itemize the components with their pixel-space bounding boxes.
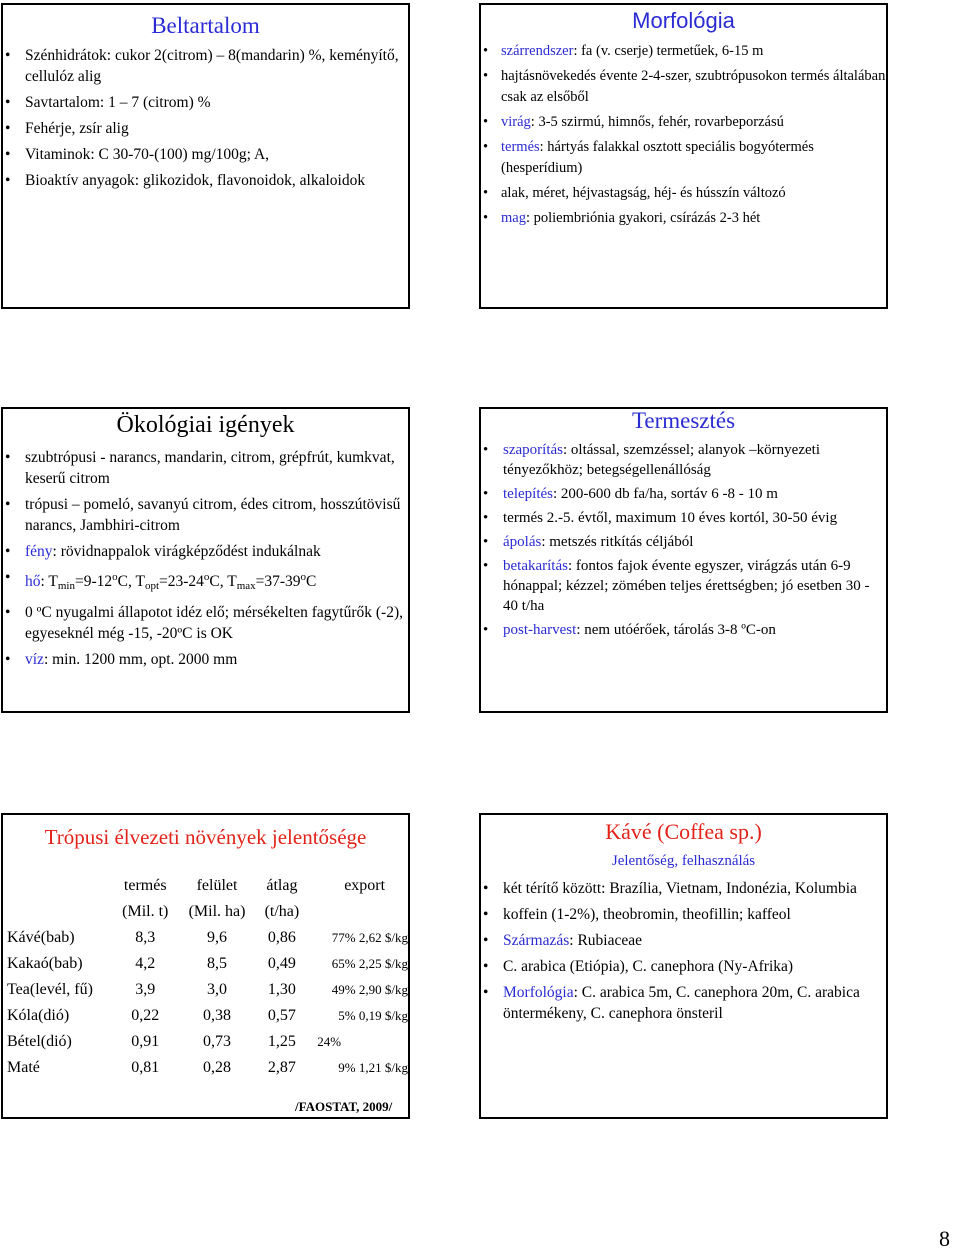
list-item <box>481 556 886 616</box>
table-cell: 9,6 <box>207 929 228 946</box>
table-cell: 24% <box>317 1034 342 1049</box>
item-key: betakarítás <box>503 558 568 574</box>
superscript: o <box>112 571 118 583</box>
table-cell: Kakaó(bab) <box>7 955 83 972</box>
item-text: : rövidnappalok virágképződést indukálnak <box>52 543 321 560</box>
heat-text: : T <box>40 573 58 590</box>
list-item: • Fehérje, zsír alig <box>3 118 408 139</box>
bullet-list <box>481 878 886 1024</box>
table-cell: 1,30 <box>267 981 296 998</box>
table-row <box>7 951 408 977</box>
page-number: 8 <box>939 1226 950 1251</box>
table-cell: 2,87 <box>267 1059 296 1076</box>
subscript: min <box>57 580 75 592</box>
table-cell: 3,9 <box>135 981 156 998</box>
table-cell: 0,49 <box>267 955 296 972</box>
heat-text: =23-24 <box>159 573 204 590</box>
table-row <box>7 1029 408 1055</box>
table-row <box>7 977 408 1003</box>
list-item: • Vitaminok: C 30-70-(100) mg/100g; A, <box>3 144 408 165</box>
heat-text: C, T <box>209 573 237 590</box>
slide-morfologia <box>479 3 888 309</box>
list-item <box>481 620 886 640</box>
item-key: post-harvest <box>503 622 577 638</box>
superscript: o <box>203 571 210 583</box>
list-item <box>481 930 886 951</box>
list-item-heat <box>3 567 408 597</box>
table-cell: Kávé(bab) <box>7 929 75 946</box>
table-cell <box>7 899 111 925</box>
table-cell: 0,38 <box>203 1007 232 1024</box>
list-item <box>3 447 408 489</box>
subscript: max <box>236 580 256 592</box>
item-text: : min. 1200 mm, opt. 2000 mm <box>43 651 238 668</box>
table-header: export <box>344 877 386 894</box>
item-key: szaporítás <box>503 442 563 458</box>
list-item <box>481 66 886 108</box>
list-item: • Savtartalom: 1 – 7 (citrom) % <box>3 92 408 113</box>
item-text: hajtásnövekedés évente 2-4-szer, szubtrópusokon termés általában csak az elsőből <box>501 68 886 105</box>
item-key: Származás <box>503 932 570 949</box>
item-key: telepítés <box>503 486 553 502</box>
slide-beltartalom <box>1 3 410 309</box>
list-item <box>481 532 886 552</box>
item-text: szubtrópusi - narancs, mandarin, citrom, grépfrút, kumkvat, keserű citrom <box>25 449 395 487</box>
table-cell: 0,73 <box>203 1033 232 1050</box>
list-item <box>481 484 886 504</box>
heat-text: C, T <box>117 573 145 590</box>
item-text: két térítő között: Brazília, Vietnam, Indonézia, Kolumbia <box>503 880 857 897</box>
item-key: hő <box>25 573 41 590</box>
item-text: : 200-600 db fa/ha, sortáv 6 -8 - 10 m <box>552 486 778 502</box>
table-cell: 0,81 <box>131 1059 160 1076</box>
slide-tropusi-elvezeti <box>1 813 410 1119</box>
item-text: : nem utóérőek, tárolás 3-8 ºC-on <box>576 622 776 638</box>
slide-title: Ökológiai igények <box>116 412 295 438</box>
list-item <box>3 649 408 670</box>
table-cell: Kóla(dió) <box>7 1007 70 1024</box>
data-table <box>7 873 408 1081</box>
table-header: (Mil. ha) <box>188 903 246 920</box>
table-cell: 8,3 <box>135 929 156 946</box>
list-item <box>481 183 886 204</box>
slide-title: Trópusi élvezeti növények jelentősége <box>44 825 367 849</box>
item-key: szárrendszer <box>501 43 574 59</box>
table-row <box>7 925 408 951</box>
bullet-list <box>481 440 886 640</box>
item-key: mag <box>501 210 526 226</box>
list-item <box>481 508 886 528</box>
list-item <box>481 956 886 977</box>
item-text: : 3-5 szirmú, himnős, fehér, rovarbeporzású <box>530 114 784 130</box>
item-key: víz <box>25 651 44 668</box>
table-cell: 0,91 <box>131 1033 160 1050</box>
table-cell: 9% 1,21 $/kg <box>338 1060 408 1075</box>
item-text: termés 2.-5. évtől, maximum 10 éves kortól, 30-50 évig <box>503 510 838 526</box>
list-item <box>481 982 886 1024</box>
list-item: • Szénhidrátok: cukor 2(citrom) – 8(mandarin) %, keményítő, cellulóz alig <box>3 45 408 87</box>
table-cell: Maté <box>7 1059 40 1076</box>
bullet-list <box>3 447 408 670</box>
source-note: /FAOSTAT, 2009/ <box>295 1099 393 1114</box>
table-cell <box>7 873 111 899</box>
item-text: : hártyás falakkal osztott speciális bogyótermés (hesperídium) <box>501 139 814 176</box>
table-cell: 1,25 <box>267 1033 296 1050</box>
table-header: felület <box>196 877 238 894</box>
heat-text: C <box>306 573 317 590</box>
table-header <box>309 899 408 925</box>
table-header: átlag <box>266 877 298 894</box>
table-cell: 0,57 <box>267 1007 296 1024</box>
list-item <box>3 602 408 644</box>
table-cell: 5% 0,19 $/kg <box>338 1008 408 1023</box>
item-key: termés <box>501 139 540 155</box>
item-text: 0 ºC nyugalmi állapotot idéz elő; mérsékelten fagytűrők (-2), egyeseknél még -15, -20ºC is OK <box>25 604 403 642</box>
slide-subtitle: Jelentőség, felhasználás <box>611 853 756 869</box>
table-header-row <box>7 899 408 925</box>
slide-title: Kávé (Coffea sp.) <box>605 819 762 844</box>
table-cell: 77% 2,62 $/kg <box>331 930 408 945</box>
item-text: alak, méret, héjvastagság, héj- és hússzín változó <box>501 185 786 201</box>
item-text: trópusi – pomeló, savanyú citrom, édes citrom, hosszútövisű narancs, Jambhiri-citrom <box>25 496 401 534</box>
list-item <box>3 541 408 562</box>
table-row <box>7 1003 408 1029</box>
item-text: : metszés ritkítás céljából <box>541 534 694 550</box>
table-header: termés <box>123 877 167 894</box>
superscript: o <box>300 571 307 583</box>
table-header: (t/ha) <box>264 903 300 920</box>
item-text: C. arabica (Etiópia), C. canephora (Ny-Afrika) <box>503 958 794 975</box>
item-text: : C. arabica 5m, C. canephora 20m, C. arabica öntermékeny, C. canephora önsteril <box>503 984 860 1022</box>
list-item <box>481 41 886 62</box>
item-text: : oltással, szemzéssel; alanyok –környezeti tényezőkhöz; betegségellenállóság <box>503 442 820 478</box>
list-item <box>481 878 886 899</box>
list-item <box>3 494 408 536</box>
table-header: (Mil. t) <box>122 903 169 920</box>
table-cell: 3,0 <box>207 981 228 998</box>
list-item <box>481 208 886 229</box>
table-cell: 49% 2,90 $/kg <box>331 982 408 997</box>
table-cell: 8,5 <box>207 955 228 972</box>
table-cell: 0,28 <box>203 1059 232 1076</box>
bullet-list <box>3 45 408 191</box>
slide-title: Morfológia <box>632 8 735 33</box>
table-cell: 0,22 <box>131 1007 160 1024</box>
item-key: Morfológia <box>503 984 574 1001</box>
table-cell: 0,86 <box>267 929 296 946</box>
table-cell: 4,2 <box>135 955 156 972</box>
heat-text: =37-39 <box>255 573 301 590</box>
table-cell: Bétel(dió) <box>7 1033 72 1050</box>
list-item: • Bioaktív anyagok: glikozidok, flavonoidok, alkaloidok <box>3 170 408 191</box>
item-key: ápolás <box>503 534 542 550</box>
list-item <box>481 112 886 133</box>
heat-text: =9-12 <box>75 573 113 590</box>
slide-title: Beltartalom <box>151 13 260 38</box>
item-text: koffein (1-2%), theobromin, theofillin; kaffeol <box>503 906 791 923</box>
table-cell: 65% 2,25 $/kg <box>331 956 408 971</box>
item-text: : fontos fajok évente egyszer, virágzás után 6-9 hónappal; kézzel; zömében teljes érettségben; jó esetben 30 - 40 t/ha <box>503 558 870 614</box>
item-key: virág <box>501 114 531 130</box>
table-header-row <box>7 873 408 899</box>
slide-termesztes <box>479 407 888 713</box>
item-key: fény <box>25 543 53 560</box>
list-item <box>481 137 886 179</box>
slide-title: Termesztés <box>631 408 736 433</box>
list-item <box>481 904 886 925</box>
table-cell: Tea(levél, fű) <box>7 981 93 998</box>
bullet-list <box>481 41 886 229</box>
list-item <box>481 440 886 480</box>
slide-okologiai-igenyek <box>1 407 410 713</box>
item-text: : fa (v. cserje) termetűek, 6-15 m <box>573 43 764 59</box>
subscript: opt <box>144 580 159 592</box>
item-text: : poliembriónia gyakori, csírázás 2-3 hét <box>525 210 761 226</box>
item-text: : Rubiaceae <box>569 932 643 949</box>
table-row <box>7 1055 408 1081</box>
slide-kave <box>479 813 888 1119</box>
